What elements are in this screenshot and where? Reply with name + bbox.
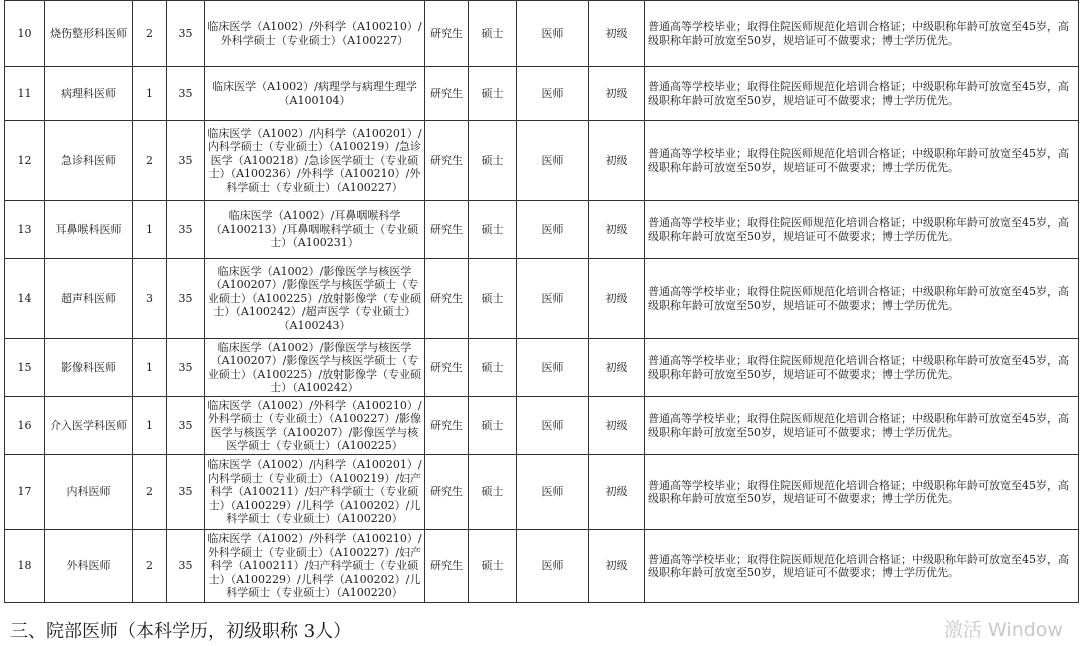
title-level: 初级	[589, 397, 645, 455]
table-row	[5, 201, 1079, 259]
section-heading: 三、院部医师（本科学历，初级职称 3人）	[10, 621, 352, 642]
degree: 硕士	[469, 339, 517, 397]
position-name: 外科医师	[45, 530, 133, 603]
education: 研究生	[425, 259, 469, 339]
position-name: 介入医学科医师	[45, 397, 133, 455]
major-requirement: 临床医学（A1002）/外科学（A100210）/外科学硕士（专业硕士）（A100227）	[205, 1, 425, 67]
row-number: 12	[5, 121, 45, 201]
position-name: 病理科医师	[45, 67, 133, 121]
major-requirement: 临床医学（A1002）/病理学与病理生理学（A100104）	[205, 67, 425, 121]
other-requirements: 普通高等学校毕业；取得住院医师规范化培训合格证；中级职称年龄可放宽至45岁，高级职称年龄可放宽至50岁，规培证可不做要求；博士学历优先。	[645, 259, 1079, 339]
age-limit: 35	[167, 259, 205, 339]
other-requirements: 普通高等学校毕业；取得住院医师规范化培训合格证；中级职称年龄可放宽至45岁，高级职称年龄可放宽至50岁，规培证可不做要求；博士学历优先。	[645, 339, 1079, 397]
headcount: 2	[133, 121, 167, 201]
degree: 硕士	[469, 201, 517, 259]
position-name: 急诊科医师	[45, 121, 133, 201]
position-name: 超声科医师	[45, 259, 133, 339]
other-requirements: 普通高等学校毕业；取得住院医师规范化培训合格证；中级职称年龄可放宽至45岁，高级职称年龄可放宽至50岁，规培证可不做要求；博士学历优先。	[645, 67, 1079, 121]
age-limit: 35	[167, 67, 205, 121]
other-requirements: 普通高等学校毕业；取得住院医师规范化培训合格证；中级职称年龄可放宽至45岁，高级职称年龄可放宽至50岁，规培证可不做要求；博士学历优先。	[645, 1, 1079, 67]
row-number: 18	[5, 530, 45, 603]
table-row	[5, 1, 1079, 67]
headcount: 1	[133, 67, 167, 121]
title-level: 初级	[589, 121, 645, 201]
activation-watermark: 激活 Window	[944, 619, 1063, 641]
major-requirement: 临床医学（A1002）/影像医学与核医学（A100207）/影像医学与核医学硕士（专业硕士）（A100225）/放射影像学（专业硕士）（A100242）/超声医学（专业硕士）（A100243）	[205, 259, 425, 339]
recruitment-table	[4, 0, 1079, 603]
title-level: 初级	[589, 1, 645, 67]
major-requirement: 临床医学（A1002）/耳鼻咽喉科学（A100213）/耳鼻咽喉科学硕士（专业硕士）（A100231）	[205, 201, 425, 259]
title-series: 医师	[517, 530, 589, 603]
degree: 硕士	[469, 530, 517, 603]
other-requirements: 普通高等学校毕业；取得住院医师规范化培训合格证；中级职称年龄可放宽至45岁，高级职称年龄可放宽至50岁，规培证可不做要求；博士学历优先。	[645, 397, 1079, 455]
title-series: 医师	[517, 201, 589, 259]
age-limit: 35	[167, 201, 205, 259]
education: 研究生	[425, 339, 469, 397]
major-requirement: 临床医学（A1002）/外科学（A100210）/外科学硕士（专业硕士）（A100227）/影像医学与核医学（A100207）/影像医学与核医学硕士（专业硕士）（A100225）	[205, 397, 425, 455]
row-number: 13	[5, 201, 45, 259]
age-limit: 35	[167, 339, 205, 397]
degree: 硕士	[469, 1, 517, 67]
age-limit: 35	[167, 397, 205, 455]
table-row	[5, 121, 1079, 201]
headcount: 1	[133, 201, 167, 259]
education: 研究生	[425, 201, 469, 259]
title-series: 医师	[517, 1, 589, 67]
headcount: 1	[133, 397, 167, 455]
degree: 硕士	[469, 67, 517, 121]
other-requirements: 普通高等学校毕业；取得住院医师规范化培训合格证；中级职称年龄可放宽至45岁，高级职称年龄可放宽至50岁，规培证可不做要求；博士学历优先。	[645, 201, 1079, 259]
major-requirement: 临床医学（A1002）/内科学（A100201）/内科学硕士（专业硕士）（A100219）/妇产科学（A100211）/妇产科学硕士（专业硕士）（A100229）/儿科学（A100202）/儿科学硕士（专业硕士）（A100220）	[205, 455, 425, 530]
degree: 硕士	[469, 121, 517, 201]
title-series: 医师	[517, 397, 589, 455]
other-requirements: 普通高等学校毕业；取得住院医师规范化培训合格证；中级职称年龄可放宽至45岁，高级职称年龄可放宽至50岁，规培证可不做要求；博士学历优先。	[645, 121, 1079, 201]
row-number: 10	[5, 1, 45, 67]
table-row	[5, 530, 1079, 603]
headcount: 2	[133, 1, 167, 67]
title-level: 初级	[589, 259, 645, 339]
row-number: 17	[5, 455, 45, 530]
education: 研究生	[425, 397, 469, 455]
title-series: 医师	[517, 67, 589, 121]
title-series: 医师	[517, 121, 589, 201]
headcount: 3	[133, 259, 167, 339]
position-name: 影像科医师	[45, 339, 133, 397]
row-number: 11	[5, 67, 45, 121]
title-level: 初级	[589, 201, 645, 259]
other-requirements: 普通高等学校毕业；取得住院医师规范化培训合格证；中级职称年龄可放宽至45岁，高级职称年龄可放宽至50岁，规培证可不做要求；博士学历优先。	[645, 530, 1079, 603]
headcount: 1	[133, 339, 167, 397]
title-series: 医师	[517, 259, 589, 339]
title-level: 初级	[589, 530, 645, 603]
age-limit: 35	[167, 530, 205, 603]
education: 研究生	[425, 67, 469, 121]
major-requirement: 临床医学（A1002）/内科学（A100201）/内科学硕士（专业硕士）（A100219）/急诊医学（A100218）/急诊医学硕士（专业硕士）（A100236）/外科学（A100210）/外科学硕士（专业硕士）（A100227）	[205, 121, 425, 201]
table-row	[5, 259, 1079, 339]
education: 研究生	[425, 1, 469, 67]
major-requirement: 临床医学（A1002）/外科学（A100210）/外科学硕士（专业硕士）（A100227）/妇产科学（A100211）/妇产科学硕士（专业硕士）（A100229）/儿科学（A100202）/儿科学硕士（专业硕士）（A100220）	[205, 530, 425, 603]
degree: 硕士	[469, 397, 517, 455]
degree: 硕士	[469, 259, 517, 339]
table-row	[5, 339, 1079, 397]
title-level: 初级	[589, 67, 645, 121]
position-name: 耳鼻喉科医师	[45, 201, 133, 259]
row-number: 15	[5, 339, 45, 397]
other-requirements: 普通高等学校毕业；取得住院医师规范化培训合格证；中级职称年龄可放宽至45岁，高级职称年龄可放宽至50岁，规培证可不做要求；博士学历优先。	[645, 455, 1079, 530]
title-series: 医师	[517, 455, 589, 530]
title-series: 医师	[517, 339, 589, 397]
row-number: 16	[5, 397, 45, 455]
table-row	[5, 455, 1079, 530]
title-level: 初级	[589, 455, 645, 530]
position-name: 烧伤整形科医师	[45, 1, 133, 67]
position-name: 内科医师	[45, 455, 133, 530]
table-row	[5, 67, 1079, 121]
education: 研究生	[425, 121, 469, 201]
age-limit: 35	[167, 1, 205, 67]
degree: 硕士	[469, 455, 517, 530]
major-requirement: 临床医学（A1002）/影像医学与核医学（A100207）/影像医学与核医学硕士（专业硕士）（A100225）/放射影像学（专业硕士）（A100242）	[205, 339, 425, 397]
headcount: 2	[133, 530, 167, 603]
row-number: 14	[5, 259, 45, 339]
title-level: 初级	[589, 339, 645, 397]
age-limit: 35	[167, 455, 205, 530]
education: 研究生	[425, 530, 469, 603]
age-limit: 35	[167, 121, 205, 201]
education: 研究生	[425, 455, 469, 530]
headcount: 2	[133, 455, 167, 530]
table-row	[5, 397, 1079, 455]
